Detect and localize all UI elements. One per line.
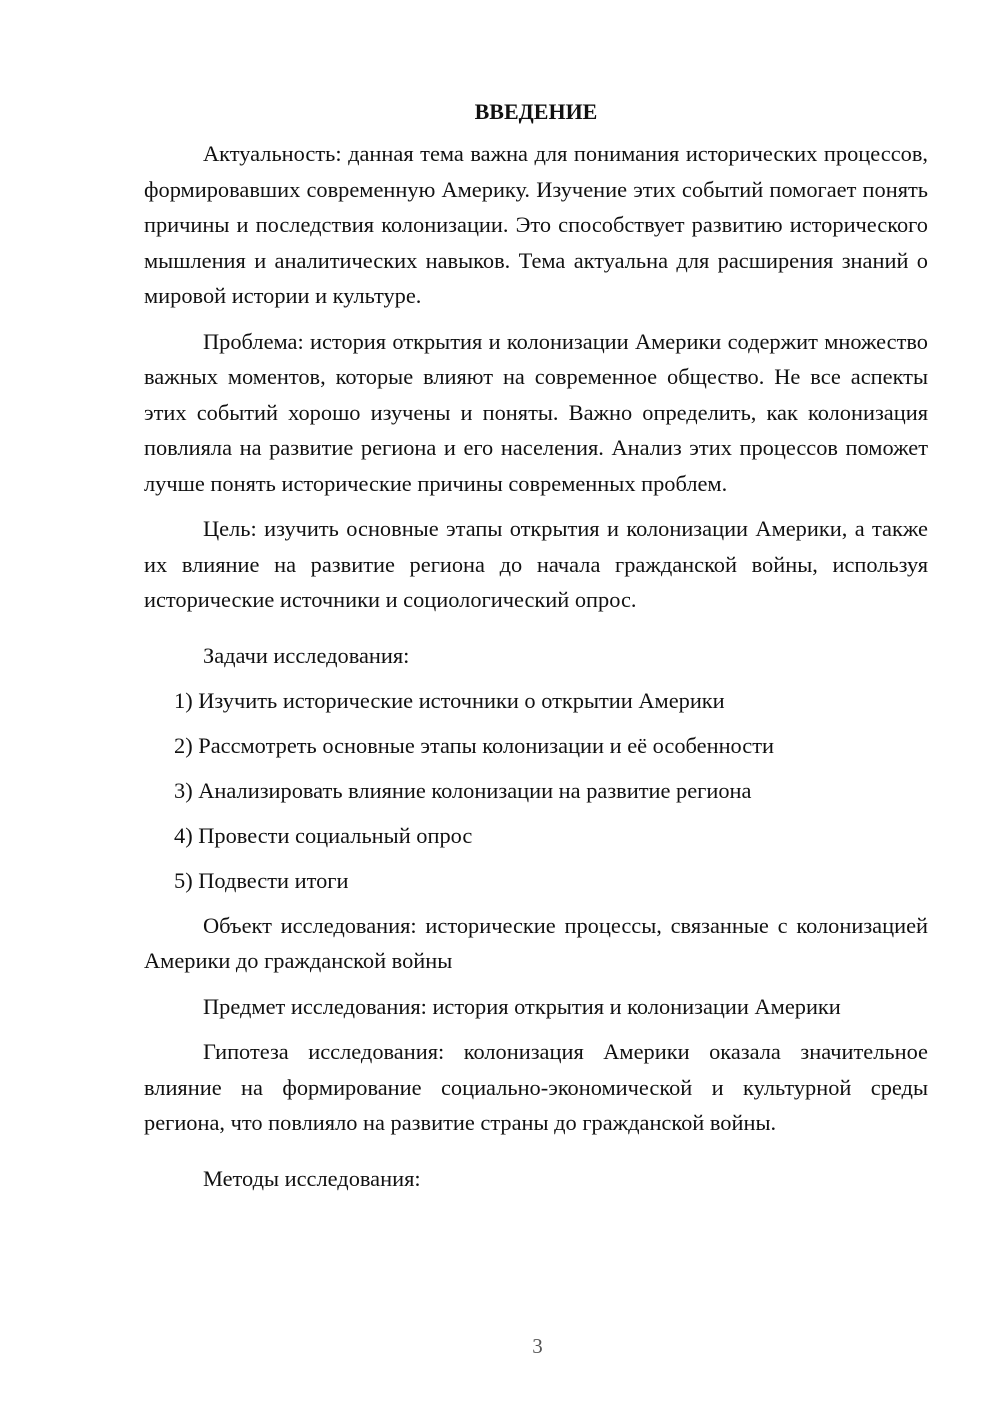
- methods-heading: Методы исследования:: [203, 1165, 421, 1191]
- subject-paragraph: Предмет исследования: история открытия и колонизации Америки: [203, 993, 841, 1019]
- task-item: 3) Анализировать влияние колонизации на развитие региона: [174, 778, 752, 803]
- tasks-list: [144, 683, 928, 899]
- object-paragraph: Объект исследования: исторические процессы, связанные с колонизацией Америки до гражданской войны: [144, 912, 928, 973]
- task-item: 2) Рассмотреть основные этапы колонизации и её особенности: [174, 733, 775, 758]
- goal-paragraph: Цель: изучить основные этапы открытия и колонизации Америки, а также их влияние на развитие региона до начала гражданской войны, используя исторические источники и социологический опрос.: [144, 516, 928, 612]
- task-item: 4) Провести социальный опрос: [174, 823, 473, 848]
- task-item: 1) Изучить исторические источники о открытии Америки: [174, 688, 725, 713]
- tasks-heading: Задачи исследования:: [203, 642, 410, 668]
- relevance-paragraph: Актуальность: данная тема важна для понимания исторических процессов, формировавших современную Америку. Изучение этих событий помогает понять причины и последствия колонизации. Это способствует развитию исторического мышления и аналитических навыков. Тема актуальна для расширения знаний о мировой истории и культуре.: [144, 141, 928, 308]
- page-number: 3: [532, 1334, 543, 1358]
- hypothesis-paragraph: Гипотеза исследования: колонизация Америки оказала значительное влияние на формирование социально-экономической и культурной среды региона, что повлияло на развитие страны до гражданской войны.: [144, 1039, 928, 1135]
- page-content: [144, 97, 928, 1196]
- task-item: 5) Подвести итоги: [174, 868, 349, 893]
- problem-paragraph: Проблема: история открытия и колонизации Америки содержит множество важных моментов, которые влияют на современное общество. Не все аспекты этих событий хорошо изучены и поняты. Важно определить, как колонизация повлияла на развитие региона и его населения. Анализ этих процессов поможет лучше понять исторические причины современных проблем.: [144, 328, 928, 496]
- section-heading: ВВЕДЕНИЕ: [474, 99, 598, 124]
